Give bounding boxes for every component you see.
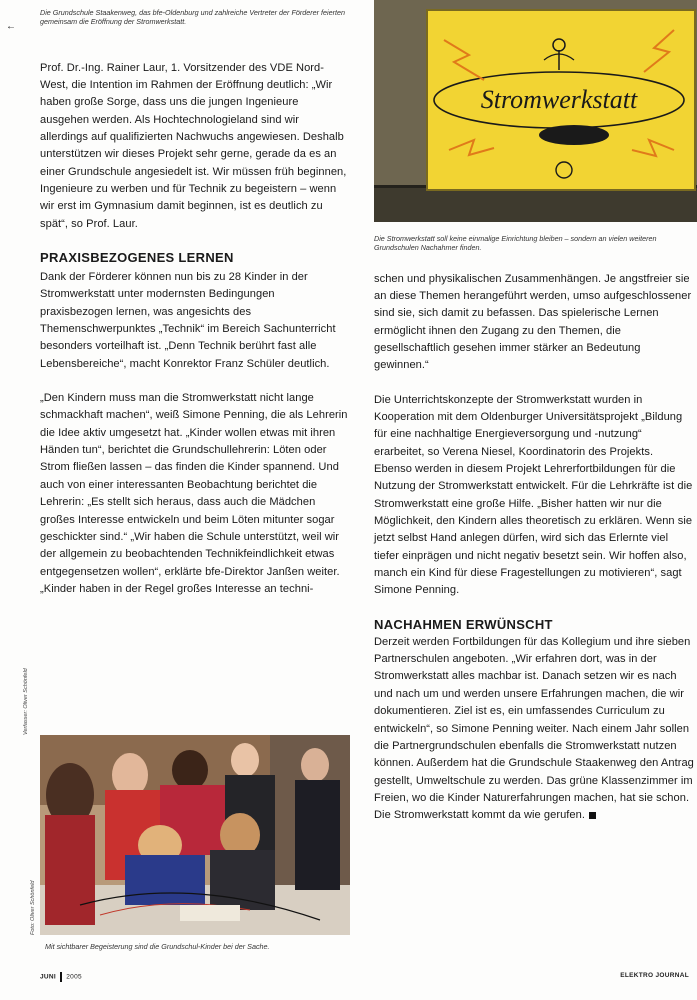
children-photo-image xyxy=(40,735,350,935)
top-caption: Die Grundschule Staakenweg, das bfe-Oldenburg und zahlreiche Vertreter der Förderer feierten gemeinsam die Eröffnung der Stromwerkstatt. xyxy=(40,8,345,27)
right-caption: Die Stromwerkstatt soll keine einmalige Einrichtung bleiben – sondern an vielen weiteren Grundschulen Nachahmer finden. xyxy=(374,234,657,253)
end-mark-icon xyxy=(589,812,596,819)
nachahmen-paragraph xyxy=(374,634,694,825)
left-column xyxy=(40,0,350,615)
intro-paragraph: Prof. Dr.-Ing. Rainer Laur, 1. Vorsitzender des VDE Nord-West, die Intention im Rahmen der Eröffnung deutlich: „Wir haben große Sorge, dass uns die jungen Ingenieure ausgehen werden. Als Hochtechnologieland sind wir allerdings auf qualifizierten Nachwuchs angewiesen. Deshalb unterstützen wir dieses Projekt sehr gerne, gerade da es an einer Grundschule angesiedelt ist. Wir müssen früh beginnen, Ingenieure zu werben und für Technik zu begeistern – wenn wir erst im Gymnasium damit beginnen, ist es deutlich zu spät“, so Prof. Laur. xyxy=(40,61,347,230)
footer-right: ELEKTRO JOURNAL xyxy=(620,972,689,979)
heading-praxis: PRAXISBEZOGENES LERNEN xyxy=(40,250,234,266)
bottom-caption: Mit sichtbarer Begeisterung sind die Grundschul-Kinder bei der Sache. xyxy=(45,942,270,951)
children-photo xyxy=(40,735,350,935)
caption-arrow-icon: ← xyxy=(6,21,16,32)
right-paragraph-2: Die Unterrichtskonzepte der Stromwerkstatt wurden in Kooperation mit dem Oldenburger Universitätsprojekt „Bildung für eine nachhaltige Energieversorgung und -nutzung“ erarbeitet, so Verena Niesel, Koordinatorin des Projekts. Ebenso werden in diesem Projekt Lehrerfortbildungen für die Nutzung der Stromwerkstatt entwickelt. Für die Lehrkräfte ist die Stromwerkstatt eine große Hilfe. „Bisher hatten wir nur die Möglichkeit, den Kindern alles theoretisch zu erklären. Wenn sie jetzt selbst Hand anlegen dürfen, wird sich das Erlernte viel tiefer einprägen und nicht negativ besetzt sein. Wir hoffen also, manch ein Kind für diese Fragestellungen zu motivieren“, sagt Simone Penning. xyxy=(374,393,693,597)
author-credit: Verfasser: Oliver Schönfeld xyxy=(23,668,29,735)
footer-year: 2005 xyxy=(66,973,82,981)
footer-divider xyxy=(60,972,62,982)
right-column xyxy=(374,0,694,825)
footer-month: JUNI xyxy=(40,973,57,981)
heading-nachahmen: NACHAHMEN ERWÜNSCHT xyxy=(374,616,553,632)
right-paragraph-1: schen und physikalischen Zusammenhängen. Je angstfreier sie an diese Themen herangeführt werden, umso aufgeschlossener sind sie, sich damit zu befassen. Das spielerische Lernen ermöglicht ihnen den Zugang zu den Themen, die gesellschaftlich gesehen immer stärker an Bedeutung gewinnen.“ xyxy=(374,272,692,372)
footer-left xyxy=(40,972,82,982)
photo-credit: Foto: Oliver Schönfeld xyxy=(30,880,36,935)
praxis-paragraph-2: „Den Kindern muss man die Stromwerkstatt nicht lange schmackhaft machen“, weiß Simone Penning, die als Lehrerin die Idee aktiv umgesetzt hat. „Kinder wollen etwas mit ihren Händen tun“, berichtet die Grundschullehrerin: Löten oder Strom fließen lassen – das finden die Kinder spannend. Und auch von einer interessanten Beobachtung berichtet die Lehrerin: „Es stellt sich heraus, dass auch die Mädchen großes Interesse entwickeln und beim Löten mitunter sogar geschickter sind.“ „Wir haben die Schule unterstützt, weil wir der allgemein zu beobachtenden Technikfeindlichkeit etwas entgegensetzen wollen“, erklärte bfe-Direktor Janßen weiter. „Kinder haben in der Regel großes Interesse an techni- xyxy=(40,392,348,595)
praxis-paragraph-1: Dank der Förderer können nun bis zu 28 Kinder in der Stromwerkstatt unter modernsten Bedingungen praxisbezogen lernen, was angesichts des Themenschwerpunktes „Technik“ im Bereich Sachunterricht besonders vorteilhaft ist. „Denn Technik berührt fast alle Lebensbereiche“, macht Konrektor Franz Schüler deutlich. xyxy=(40,271,336,370)
nachahmen-text: Derzeit werden Fortbildungen für das Kollegium und ihre sieben Partnerschulen angeboten. „Wir erfahren dort, was in der Stromwerkstatt alles machbar ist. Danach setzen wir es nach und nach um und werden unsere Erfahrungen machen, die wir dokumentieren. Ziel ist es, ein umfassendes Curriculum zu entwickeln“, so Simone Penning weiter. Nach einem Jahr sollen die Partnergrundschulen ebenfalls die Stromwerkstatt nutzen können. Außerdem hat die Grundschule Staakenweg den Antrag gestellt, Umweltschule zu werden. Das grüne Klassenzimmer im Freien, wo die Kinder Naturerfahrungen machen, hat sie schon. Die Stromwerkstatt kommt da wie gerufen. xyxy=(374,635,694,822)
sign-text: Stromwerkstatt xyxy=(480,85,638,114)
